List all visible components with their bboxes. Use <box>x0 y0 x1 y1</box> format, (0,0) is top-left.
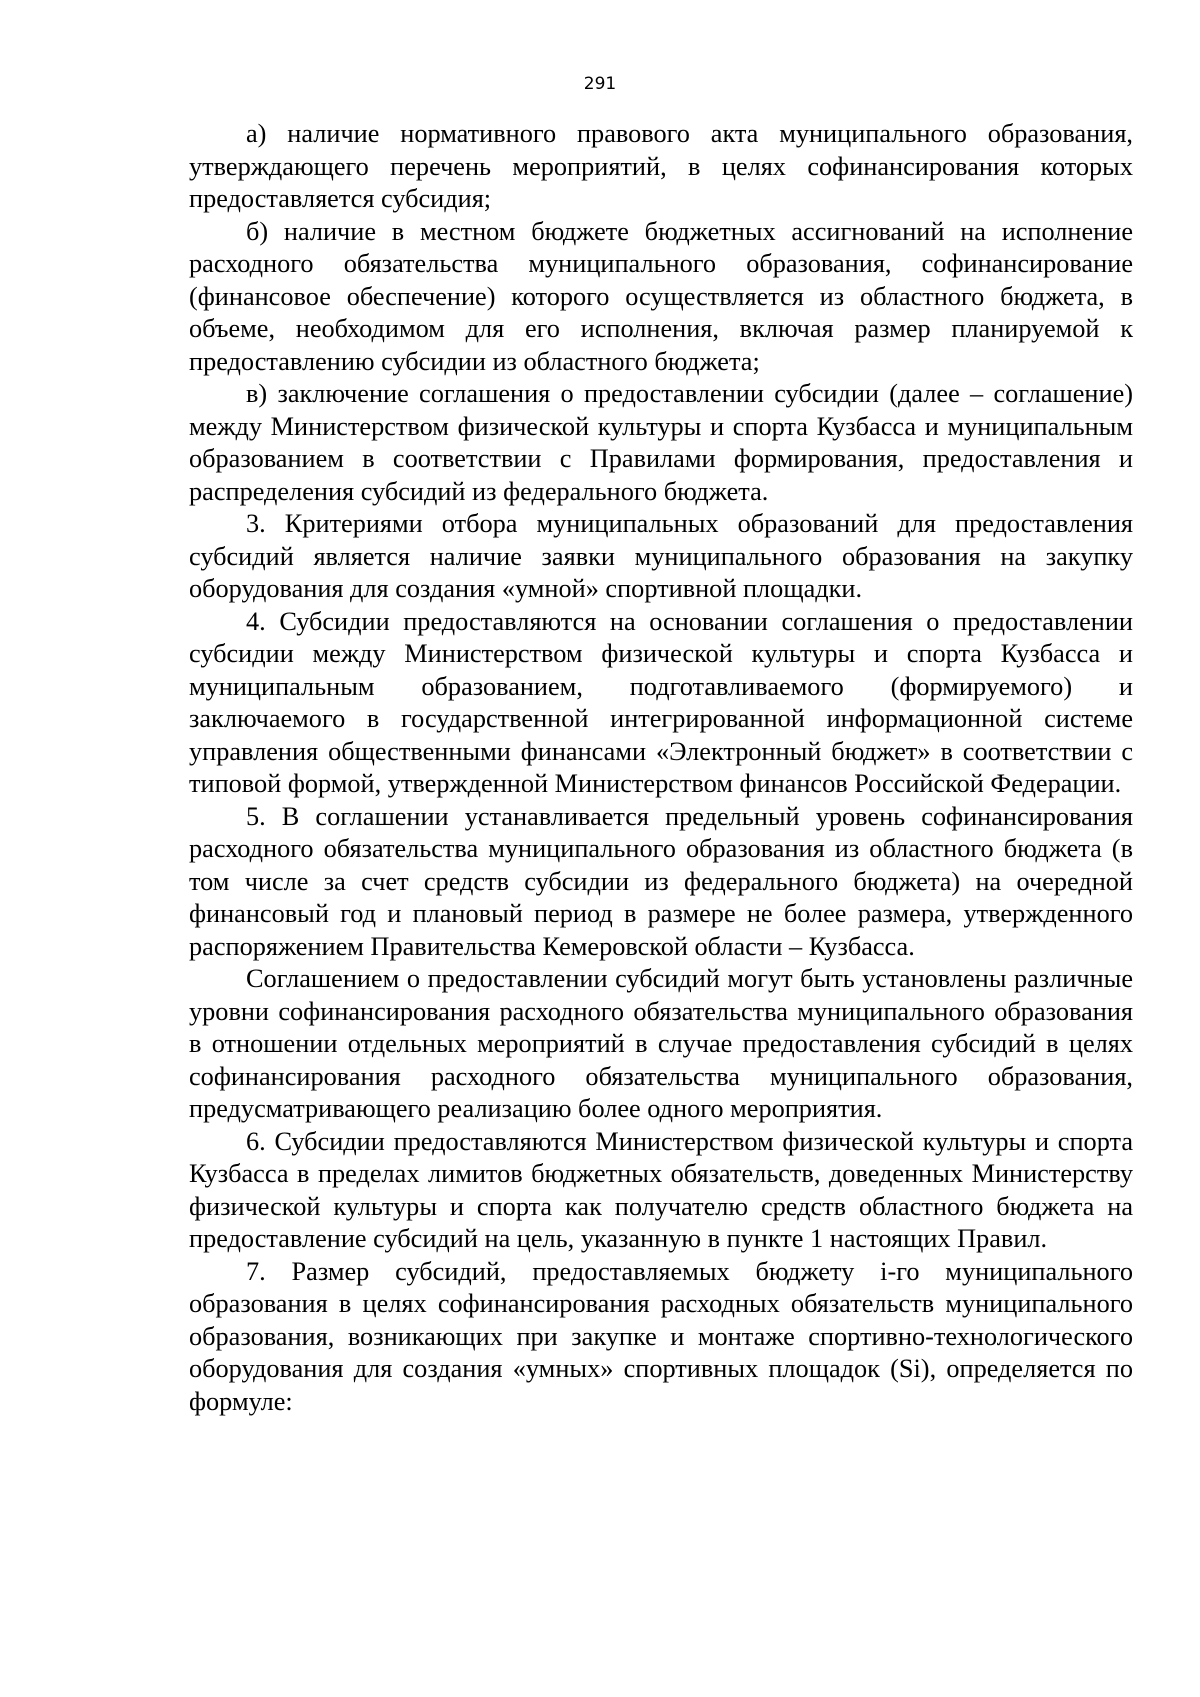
paragraph-4: 4. Субсидии предоставляются на основании соглашения о предоставлении субсидии между Министерством физической культуры и спорта Кузбасса и муниципальным образованием, подготавливаемого (формируемого) и заключаемого в государственной интегрированной информационной системе управления общественными финансами «Электронный бюджет» в соответствии с типовой формой, утвержденной Министерством финансов Российской Федерации. <box>189 606 1133 798</box>
paragraph-5-continued: Соглашением о предоставлении субсидий могут быть установлены различные уровни софинансирования расходного обязательства муниципального образования в отношении отдельных мероприятий в случае предоставления субсидий в целях софинансирования расходного обязательства муниципального образования, предусматривающего реализацию более одного мероприятия. <box>189 964 1133 1123</box>
paragraph-a: а) наличие нормативного правового акта муниципального образования, утверждающего перечень мероприятий, в целях софинансирования которых предоставляется субсидия; <box>189 119 1133 213</box>
paragraph-b: б) наличие в местном бюджете бюджетных ассигнований на исполнение расходного обязательства муниципального образования, софинансирование (финансовое обеспечение) которого осуществляется из областного бюджета, в объеме, необходимом для его исполнения, включая размер планируемой к предоставлению субсидии из областного бюджета; <box>189 216 1133 376</box>
page-number: 291 <box>583 74 617 94</box>
paragraph-7: 7. Размер субсидий, предоставляемых бюджету i-го муниципального образования в целях софинансирования расходных обязательств муниципального образования, возникающих при закупке и монтаже спортивно-технологического оборудования для создания «умных» спортивных площадок (Si), определяется по формуле: <box>189 1256 1133 1416</box>
paragraph-3: 3. Критериями отбора муниципальных образований для предоставления субсидий является наличие заявки муниципального образования на закупку оборудования для создания «умной» спортивной площадки. <box>189 509 1133 603</box>
paragraph-v: в) заключение соглашения о предоставлении субсидии (далее – соглашение) между Министерством физической культуры и спорта Кузбасса и муниципальным образованием в соответствии с Правилами формирования, предоставления и распределения субсидий из федерального бюджета. <box>189 379 1133 506</box>
document-body <box>189 118 1133 1418</box>
paragraph-5: 5. В соглашении устанавливается предельный уровень софинансирования расходного обязательства муниципального образования из областного бюджета (в том числе за счет средств субсидии из федерального бюджета) на очередной финансовый год и плановый период в размере не более размера, утвержденного распоряжением Правительства Кемеровской области – Кузбасса. <box>189 801 1133 961</box>
paragraph-6: 6. Субсидии предоставляются Министерством физической культуры и спорта Кузбасса в пределах лимитов бюджетных обязательств, доведенных Министерству физической культуры и спорта как получателю средств областного бюджета на предоставление субсидий на цель, указанную в пункте 1 настоящих Правил. <box>189 1126 1133 1253</box>
